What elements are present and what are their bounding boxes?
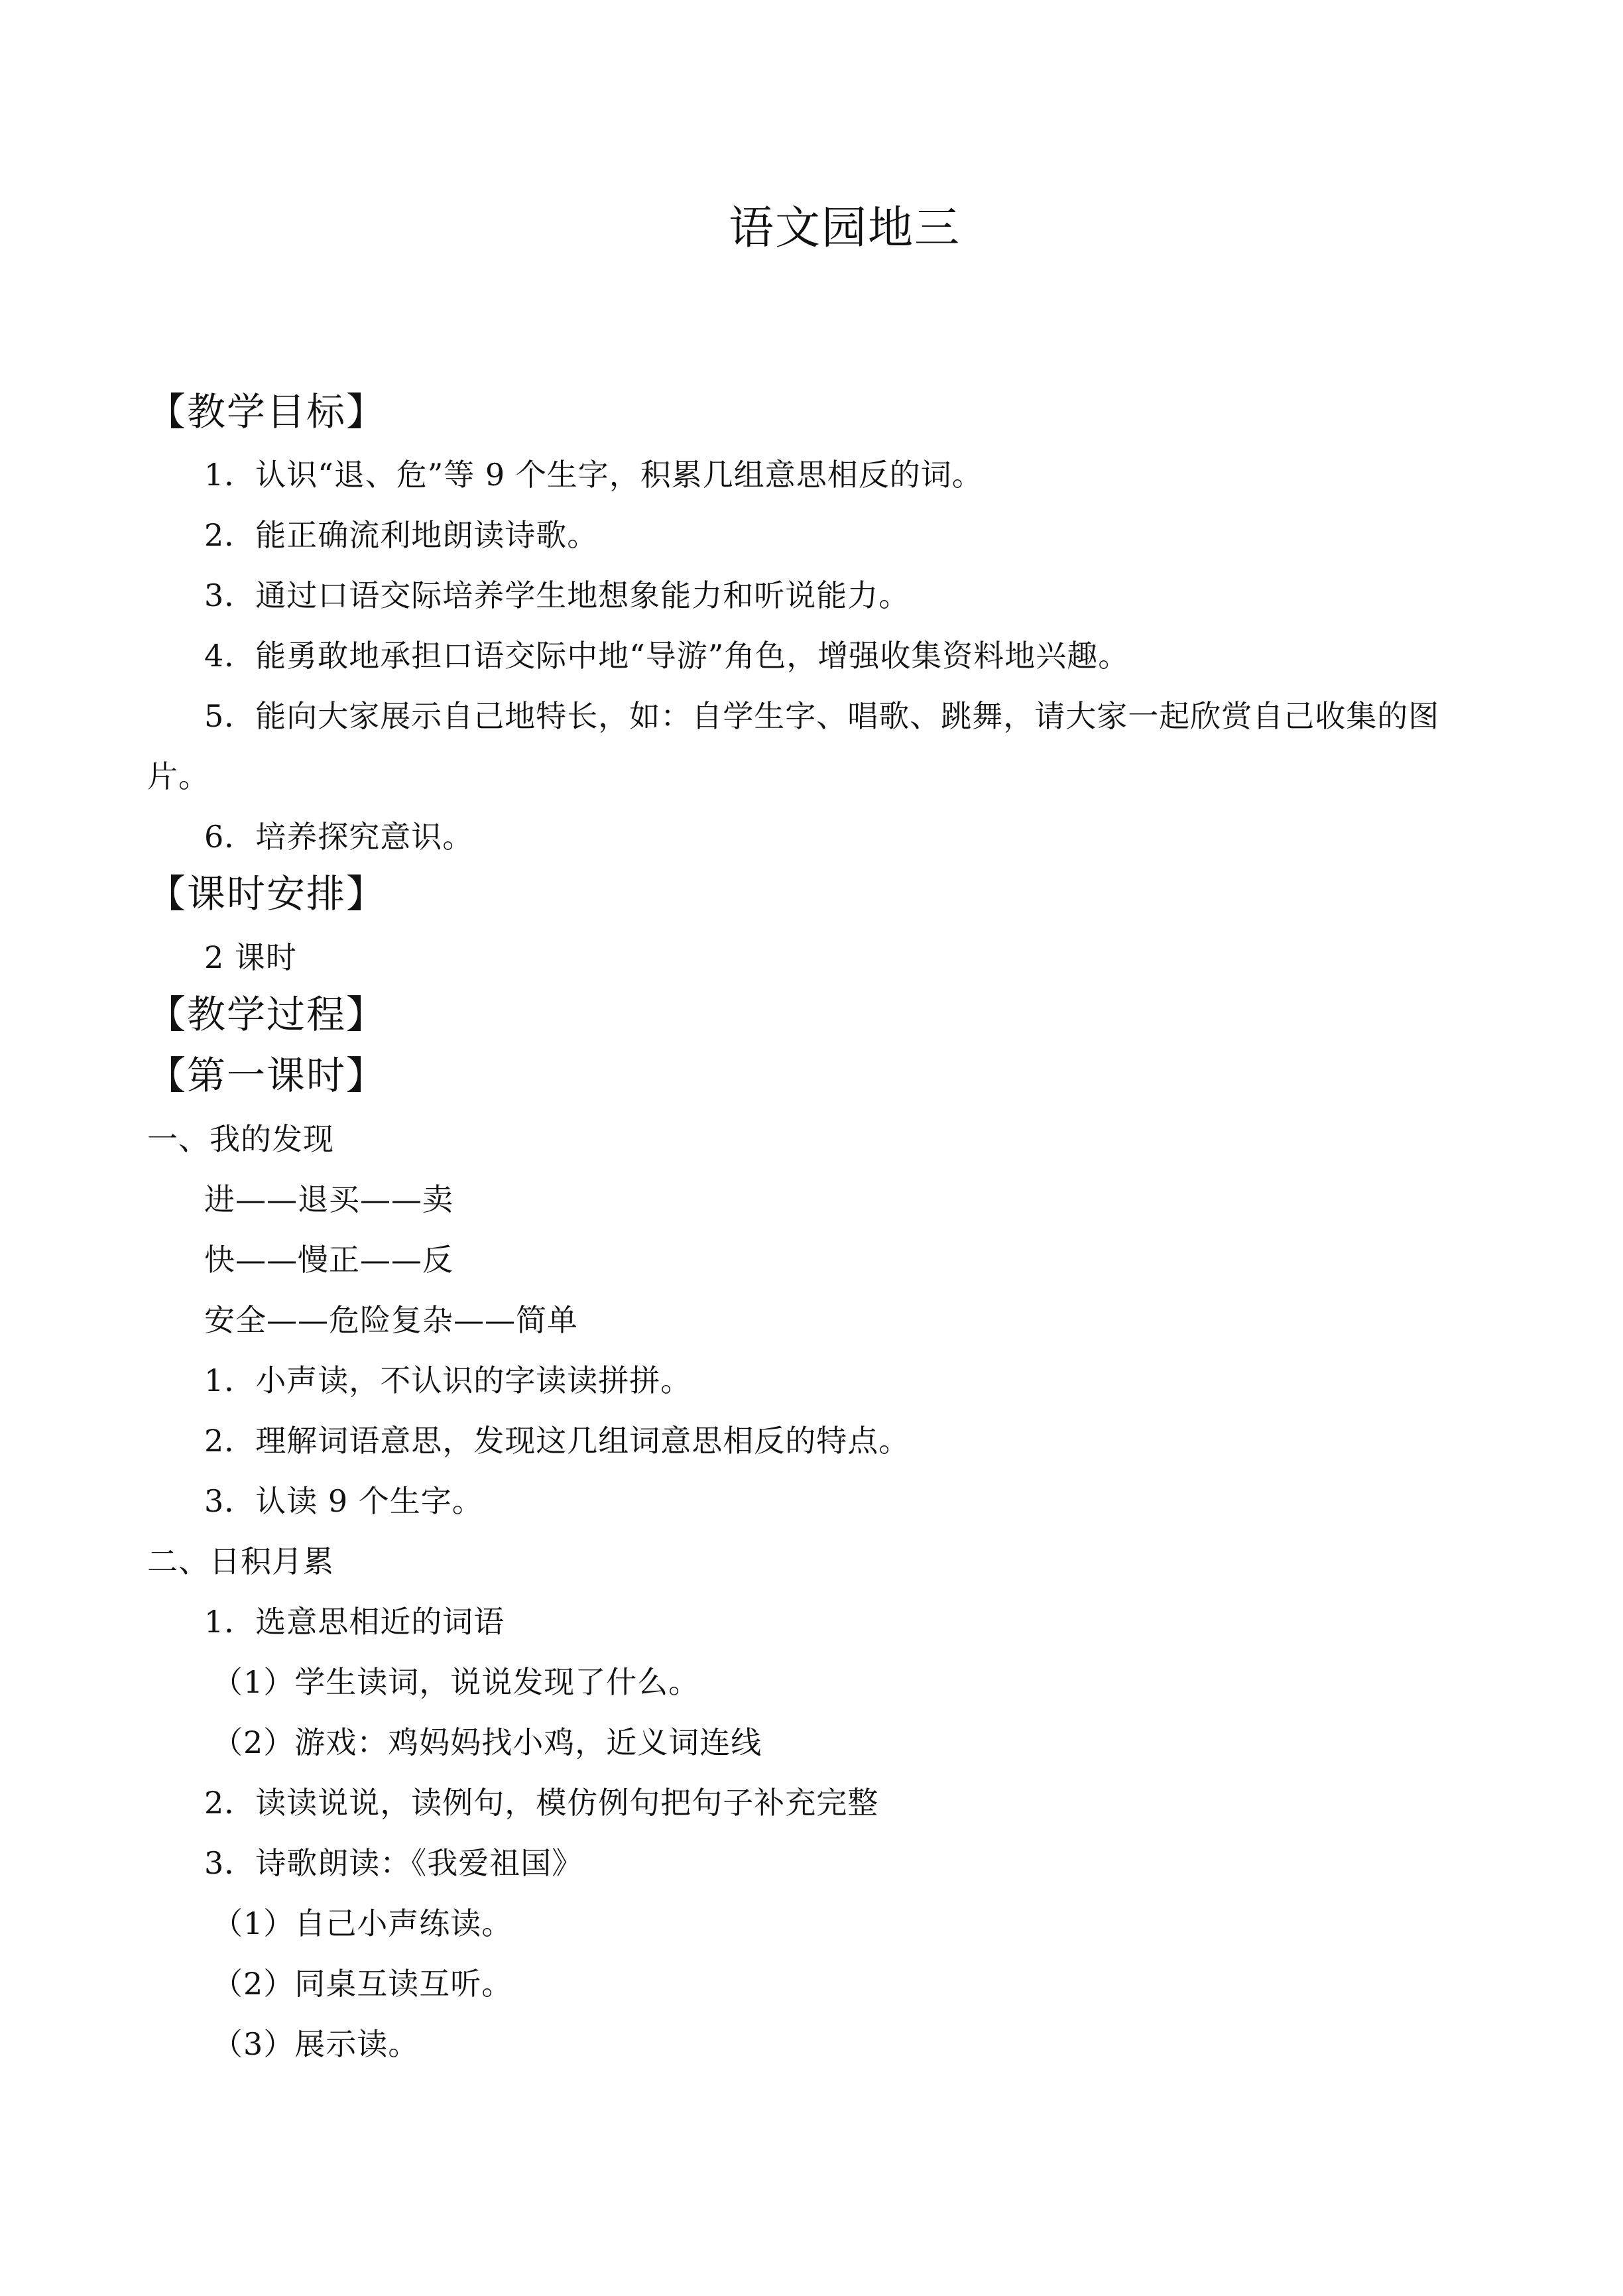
- objective-item: 2．能正确流利地朗读诗歌。: [204, 517, 599, 553]
- part2-subline: （1）自己小声练读。: [212, 1905, 513, 1941]
- part2-line: 2．读读说说，读例句，模仿例句把句子补充完整: [204, 1785, 879, 1821]
- part1-step: 3．认读 9 个生字。: [204, 1483, 483, 1519]
- objective-item: 3．通过口语交际培养学生地想象能力和听说能力。: [204, 577, 910, 613]
- schedule-text: 2 课时: [204, 939, 297, 975]
- part1-title: 一、我的发现: [147, 1121, 334, 1157]
- part2-line: 1．选意思相近的词语: [204, 1604, 505, 1640]
- part2-subline: （1）学生读词，说说发现了什么。: [212, 1664, 700, 1700]
- part1-step: 1．小声读，不认识的字读读拼拼。: [204, 1362, 692, 1398]
- objective-item: 1．认识“退、危”等 9 个生字，积累几组意思相反的词。: [204, 457, 983, 493]
- objective-item: 5．能向大家展示自己地特长，如：自学生字、唱歌、跳舞，请大家一起欣赏自己收集的图: [204, 698, 1440, 734]
- lesson1-heading: 【第一课时】: [147, 1053, 387, 1098]
- page-title: 语文园地三: [728, 202, 961, 255]
- objectives-heading: 【教学目标】: [147, 389, 387, 434]
- schedule-heading: 【课时安排】: [147, 871, 387, 916]
- objective-item: 4．能勇敢地承担口语交际中地“导游”角色，增强收集资料地兴趣。: [204, 638, 1130, 674]
- process-heading: 【教学过程】: [147, 992, 387, 1037]
- part2-title: 二、日积月累: [147, 1543, 334, 1579]
- antonym-pair-line: 快——慢正——反: [204, 1242, 453, 1278]
- antonym-pair-line: 进——退买——卖: [204, 1181, 453, 1217]
- objective-item-continuation: 片。: [147, 758, 210, 794]
- part2-subline: （3）展示读。: [212, 2026, 420, 2062]
- part1-step: 2．理解词语意思，发现这几组词意思相反的特点。: [204, 1423, 910, 1459]
- part2-subline: （2）同桌互读互听。: [212, 1966, 513, 2002]
- antonym-pair-line: 安全——危险复杂——简单: [204, 1302, 578, 1338]
- part2-line: 3．诗歌朗读：《我爱祖国》: [204, 1845, 583, 1881]
- part2-subline: （2）游戏：鸡妈妈找小鸡，近义词连线: [212, 1724, 762, 1760]
- objective-item: 6．培养探究意识。: [204, 819, 474, 855]
